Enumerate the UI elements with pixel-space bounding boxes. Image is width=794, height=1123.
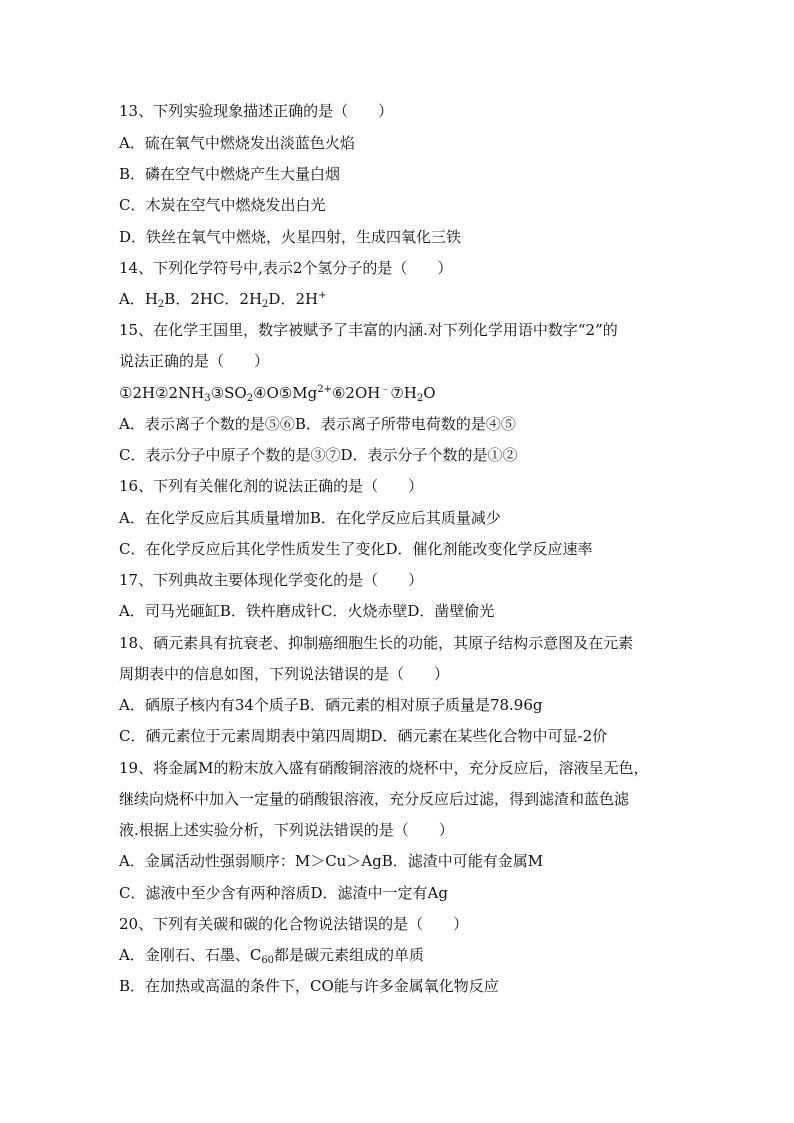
q15-options-cd: C．表示分子中原子个数的是③⑦D．表示分子个数的是①② [119, 446, 518, 464]
q18-stem-line2: 周期表中的信息如图，下列说法错误的是（ ） [119, 665, 450, 683]
q19-stem-line3: 液.根据上述实验分析，下列说法错误的是（ ） [119, 821, 454, 839]
q14-options: A．$H_2B$．2HC．$2H_2D$．2H+ [119, 290, 327, 310]
q16-options-ab: A．在化学反应后其质量增加B．在化学反应后其质量减少 [119, 509, 501, 527]
q18-options-cd: C．硒元素位于元素周期表中第四周期D．硒元素在某些化合物中可显-2价 [119, 727, 608, 745]
q16-stem: 16、下列有关催化剂的说法正确的是（ ） [119, 477, 424, 495]
q13-stem: 13、下列实验现象描述正确的是（ ） [119, 102, 394, 120]
q15-stem-line1: 15、在化学王国里，数字被赋予了丰富的内涵.对下列化学用语中数字“2”的 [119, 321, 618, 339]
q15-stem-line2: 说法正确的是（ ） [119, 352, 270, 370]
q18-options-ab: A．硒原子核内有34个质子B．硒元素的相对原子质量是78.96g [119, 696, 543, 714]
q20-option-b: B．在加热或高温的条件下，CO能与许多金属氧化物反应 [119, 977, 499, 995]
q15-formulas: $①2H②2NH_3③SO_2④O⑤Mg^{2+}⑥2OH^﹣⑦H_2O$ [119, 384, 436, 404]
q20-stem: 20、下列有关碳和碳的化合物说法错误的是（ ） [119, 915, 469, 933]
q13-option-c: C．木炭在空气中燃烧发出白光 [119, 196, 326, 214]
q18-stem-line1: 18、硒元素具有抗衰老、抑制癌细胞生长的功能，其原子结构示意图及在元素 [119, 634, 634, 652]
q20-option-a: A．金刚石、石墨、$C_{60}$都是碳元素组成的单质 [119, 946, 425, 966]
q14-stem: 14、下列化学符号中,表示2个氢分子的是（ ） [119, 259, 453, 277]
q17-options: A．司马光砸缸B．铁杵磨成针C．火烧赤壁D．凿壁偷光 [119, 602, 495, 620]
q19-stem-line2: 继续向烧杯中加入一定量的硝酸银溶液，充分反应后过滤，得到滤渣和蓝色滤 [119, 790, 630, 808]
q16-options-cd: C．在化学反应后其化学性质发生了变化D．催化剂能改变化学反应速率 [119, 540, 593, 558]
q13-option-a: A．硫在氧气中燃烧发出淡蓝色火焰 [119, 134, 355, 152]
q19-stem-line1: 19、将金属M的粉末放入盛有硝酸铜溶液的烧杯中，充分反应后，溶液呈无色， [119, 759, 649, 777]
q13-option-d: D．铁丝在氧气中燃烧，火星四射，生成四氧化三铁 [119, 228, 462, 246]
q19-options-ab: A．金属活动性强弱顺序：M＞Cu＞AgB．滤渣中可能有金属M [119, 852, 544, 870]
q15-options-ab: A．表示离子个数的是⑤⑥B．表示离子所带电荷数的是④⑤ [119, 415, 516, 433]
q19-options-cd: C．滤液中至少含有两种溶质D．滤渣中一定有Ag [119, 884, 448, 902]
q17-stem: 17、下列典故主要体现化学变化的是（ ） [119, 571, 424, 589]
q13-option-b: B．磷在空气中燃烧产生大量白烟 [119, 165, 341, 183]
